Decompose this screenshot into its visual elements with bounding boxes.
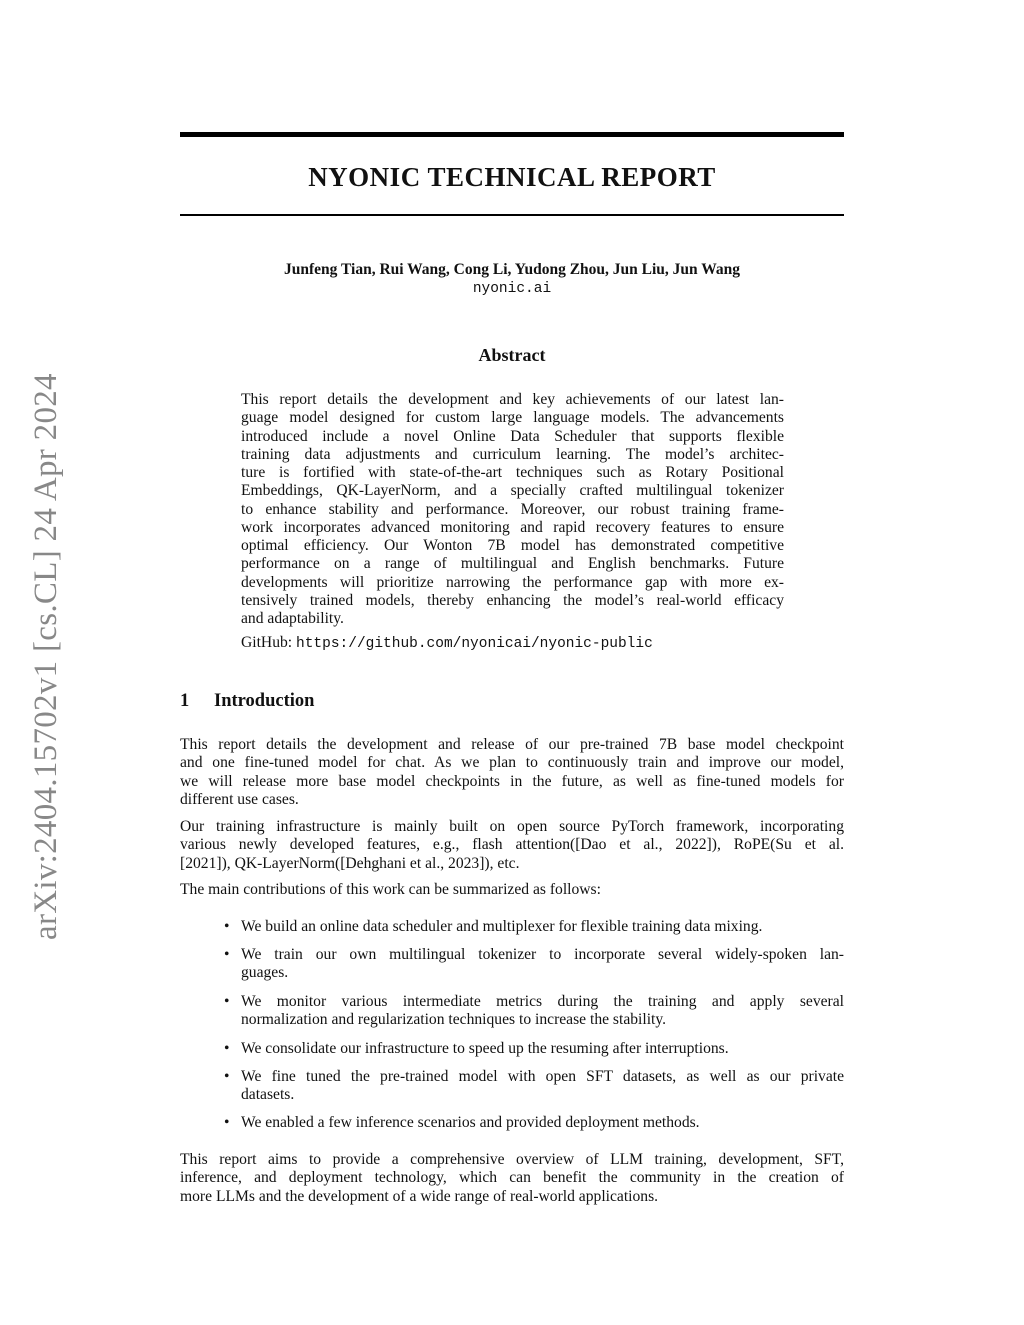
affiliation: nyonic.ai [472,281,552,297]
bullet-item [224,1068,844,1105]
text-line: This report details the development and key achievements of our latest lan- [241,391,784,408]
authors: Junfeng Tian, Rui Wang, Cong Li, Yudong Zhou, Jun Liu, Jun Wang [283,261,741,278]
text-line: work incorporates advanced monitoring and rapid recovery features to ensure [241,518,784,536]
title-bottom-rule [180,214,844,216]
title-top-rule [180,132,844,137]
text-line: We build an online data scheduler and multiplexer for flexible training data mixing. [241,918,763,935]
abstract-body [241,391,784,628]
bullet-icon: • [224,1040,230,1057]
paragraph [180,881,844,899]
text-line: guage model designed for custom large language models. The advancements [241,409,784,427]
bullet-item [224,946,844,983]
bullet-item [224,1114,844,1132]
text-line: introduced include a novel Online Data Scheduler that supports flexible [241,427,784,445]
text-line: This report aims to provide a comprehensive overview of LLM training, development, SFT, [180,1151,844,1168]
bullet-item [224,918,844,936]
arxiv-stamp: arXiv:2404.15702v1 [cs.CL] 24 Apr 2024 [28,373,64,940]
text-line: optimal efficiency. Our Wonton 7B model has demonstrated competitive [241,537,784,554]
text-line: developments will prioritize narrowing the performance gap with more ex- [241,573,784,591]
text-line: Embeddings, QK-LayerNorm, and a specially crafted multilingual tokenizer [241,482,784,500]
section-heading [180,691,314,712]
text-line: This report details the development and release of our pre-trained 7B base model checkpoint [180,736,844,753]
text-line: more LLMs and the development of a wide range of real-world applications. [180,1187,659,1205]
text-line: We fine tuned the pre-trained model with open SFT datasets, as well as our private [241,1068,844,1085]
paragraph [180,818,844,873]
github-link[interactable]: https://github.com/nyonicai/nyonic-public [296,636,653,652]
text-line: [2021]), QK-LayerNorm([Dehghani et al., 2023]), etc. [180,854,520,872]
text-line: various newly developed features, e.g., flash attention([Dao et al., 2022]), RoPE(Su et al. [180,836,844,854]
text-line: We enabled a few inference scenarios and provided deployment methods. [241,1114,700,1131]
text-line: The main contributions of this work can be summarized as follows: [180,881,601,898]
text-line: We consolidate our infrastructure to speed up the resuming after interruptions. [241,1040,729,1057]
text-line: performance on a range of multilingual and English benchmarks. Future [241,555,784,573]
bullet-icon: • [224,993,230,1010]
closing-paragraph [180,1151,844,1206]
text-line: normalization and regularization techniques to increase the stability. [241,1011,667,1029]
text-line: tensively trained models, thereby enhancing the model’s real-world efficacy [241,591,784,609]
paper-title: NYONIC TECHNICAL REPORT [308,162,716,192]
bullet-icon: • [224,918,230,935]
text-line: We train our own multilingual tokenizer to incorporate several widely-spoken lan- [241,946,844,963]
text-line: datasets. [241,1086,295,1104]
github-label: GitHub: [241,634,293,651]
abstract-heading: Abstract [478,345,546,365]
bullet-icon: • [224,1068,230,1085]
text-line: ture is fortified with state-of-the-art techniques such as Rotary Positional [241,464,784,481]
text-line: we will release more base model checkpoints in the future, as well as fine-tuned models for [180,772,844,790]
section-number: 1 [180,691,190,711]
bullet-item [224,993,844,1030]
text-line: inference, and deployment technology, which can benefit the community in the creation of [180,1169,844,1187]
github-line [241,634,653,653]
paragraph [180,736,844,809]
text-line: Our training infrastructure is mainly built on open source PyTorch framework, incorporating [180,818,844,835]
text-line: training data adjustments and curriculum learning. The model’s architec- [241,445,784,463]
text-line: different use cases. [180,790,299,808]
text-line: guages. [241,964,289,982]
section-title: Introduction [214,691,315,711]
text-line: to enhance stability and performance. Moreover, our robust training frame- [241,500,784,518]
text-line: and one fine-tuned model for chat. As we plan to continuously train and improve our model, [180,754,844,772]
text-line: We monitor various intermediate metrics during the training and apply several [241,993,844,1010]
bullet-icon: • [224,1114,230,1131]
text-line: and adaptability. [241,610,344,627]
bullet-icon: • [224,946,230,963]
bullet-item [224,1040,844,1058]
